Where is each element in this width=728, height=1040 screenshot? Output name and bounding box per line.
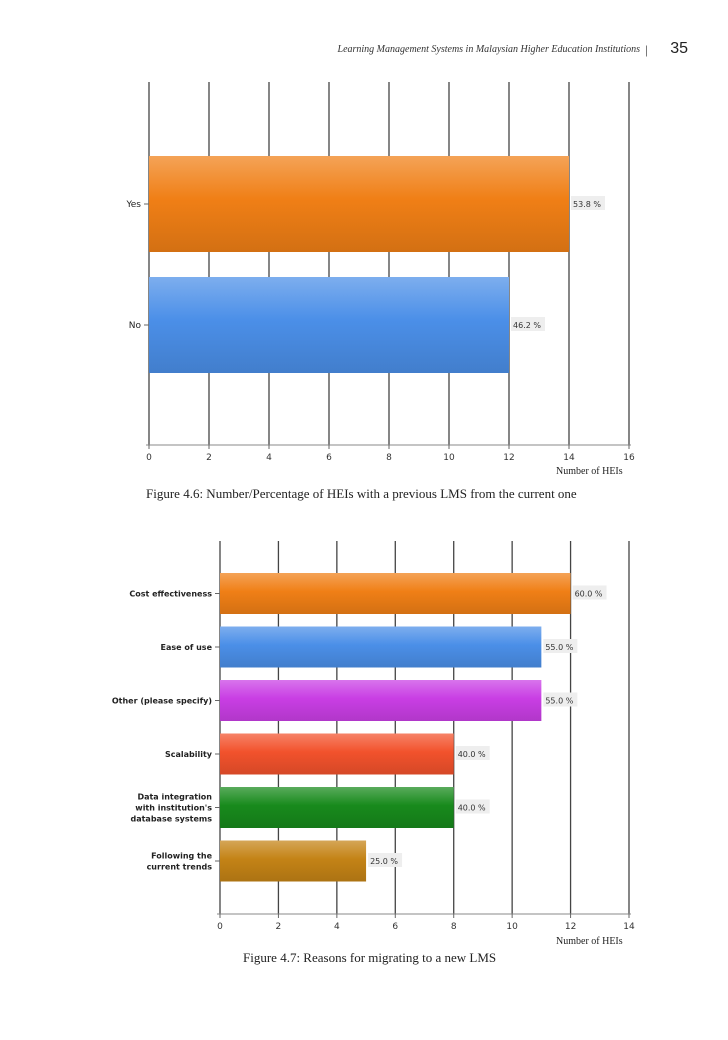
category-label: No <box>128 321 141 331</box>
data-label: 46.2 % <box>513 321 541 330</box>
x-tick-label: 12 <box>564 922 577 932</box>
category-label: Following the current trends <box>146 851 212 872</box>
x-tick-label: 10 <box>506 922 518 932</box>
figure-4-6-caption: Figure 4.6: Number/Percentage of HEIs with a previous LMS from the current one <box>146 486 577 501</box>
data-label: 60.0 % <box>574 589 603 599</box>
x-tick-label: 2 <box>206 453 212 463</box>
data-label: 53.8 % <box>573 200 601 209</box>
data-label: 55.0 % <box>545 696 574 706</box>
x-tick-label: 8 <box>386 453 392 463</box>
bar <box>149 156 569 252</box>
bar <box>220 841 366 882</box>
x-tick-label: 0 <box>217 922 223 932</box>
data-label: 55.0 % <box>545 643 574 652</box>
category-label: Cost effectiveness <box>129 589 212 599</box>
running-header-title: Learning Management Systems in Malaysian Higher Education Institutions <box>337 44 640 55</box>
chart1-xlabel: Number of HEIs <box>556 466 623 477</box>
x-tick-label: 4 <box>266 453 272 463</box>
data-label: 40.0 % <box>457 803 486 813</box>
x-tick-label: 6 <box>392 922 399 932</box>
category-label: Yes <box>126 200 141 210</box>
category-label: Data integration with institution's database systems <box>130 792 212 824</box>
bar <box>220 680 541 721</box>
bar <box>220 627 541 668</box>
figure-4-7-caption: Figure 4.7: Reasons for migrating to a new LMS <box>243 950 497 965</box>
bar <box>149 277 509 373</box>
x-tick-label: 8 <box>450 922 457 932</box>
x-tick-label: 14 <box>563 453 575 463</box>
x-tick-label: 16 <box>623 453 635 463</box>
chart2-xlabel: Number of HEIs <box>556 936 623 947</box>
bar <box>220 573 571 614</box>
running-header-separator: | <box>645 42 648 57</box>
x-tick-label: 14 <box>623 922 635 932</box>
category-label: Other (please specify) <box>111 696 212 706</box>
category-label: Ease of use <box>160 643 212 652</box>
x-tick-label: 6 <box>326 453 332 463</box>
x-tick-label: 2 <box>275 922 282 932</box>
chart-previous-lms <box>0 70 728 470</box>
data-label: 25.0 % <box>370 857 399 866</box>
x-tick-label: 0 <box>146 453 152 463</box>
running-header <box>0 40 728 62</box>
bar <box>220 734 454 775</box>
x-tick-label: 12 <box>503 453 515 463</box>
category-label: Scalability <box>164 750 212 759</box>
chart-migration-reasons <box>0 535 728 935</box>
page-number: 35 <box>670 40 688 57</box>
x-tick-label: 4 <box>333 922 340 932</box>
bar <box>220 787 454 828</box>
x-tick-label: 10 <box>443 453 455 463</box>
data-label: 40.0 % <box>457 750 486 759</box>
